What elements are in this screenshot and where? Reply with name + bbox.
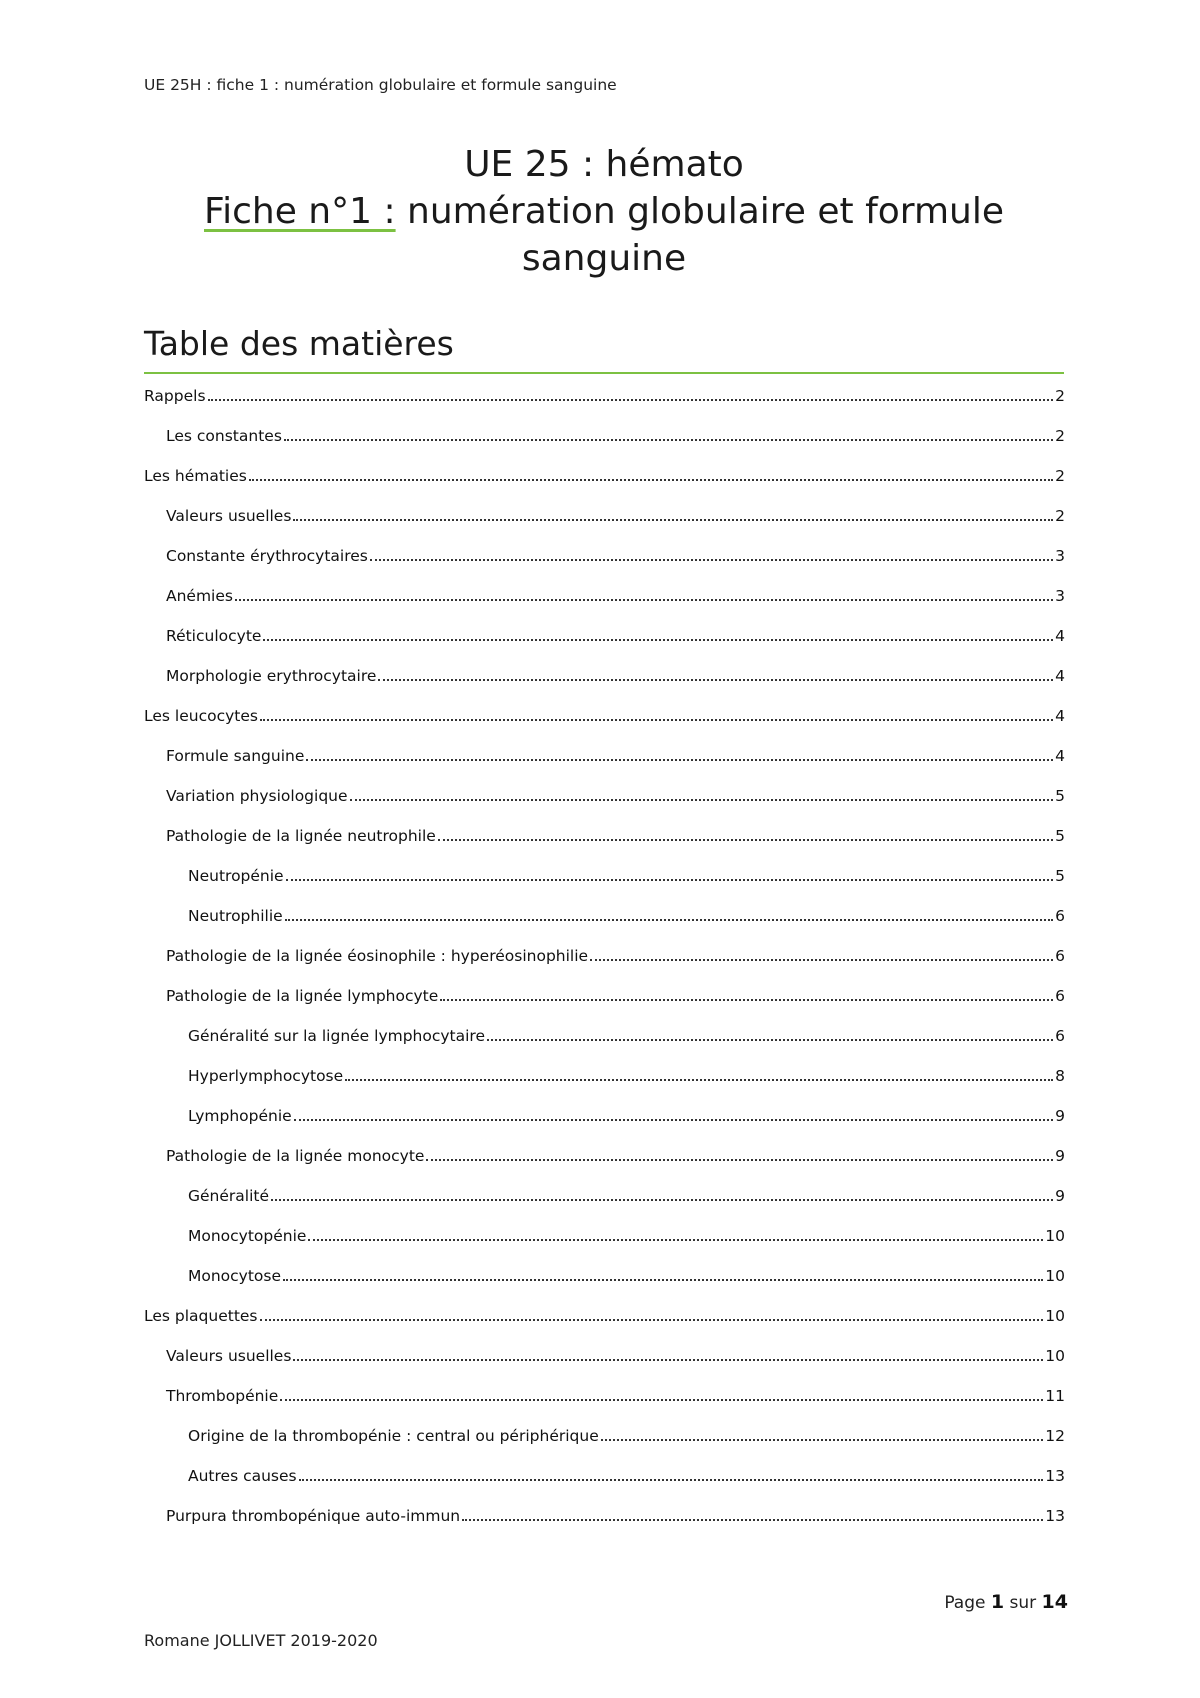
footer-author: Romane JOLLIVET 2019-2020 — [144, 1631, 378, 1650]
toc-entry-page: 10 — [1045, 1347, 1065, 1365]
toc-entry[interactable] — [144, 1145, 1065, 1185]
toc-entry[interactable] — [144, 985, 1065, 1025]
toc-entry-label: Généralité sur la lignée lymphocytaire — [188, 1027, 486, 1045]
toc-dot-leader — [260, 705, 1053, 721]
toc-entry-page: 2 — [1055, 507, 1065, 525]
toc-entry-label: Généralité — [188, 1187, 270, 1205]
toc-entry-label: Neutrophilie — [188, 907, 283, 925]
toc-entry-page: 4 — [1055, 667, 1065, 685]
toc-entry-page: 4 — [1055, 627, 1065, 645]
page-prefix: Page — [944, 1593, 991, 1613]
toc-entry[interactable] — [144, 665, 1065, 705]
toc-entry[interactable] — [144, 385, 1065, 425]
toc-entry[interactable] — [144, 785, 1065, 825]
toc-entry-label: Les plaquettes — [144, 1307, 258, 1325]
toc-entry[interactable] — [144, 745, 1065, 785]
toc-entry-label: Constante érythrocytaires — [166, 547, 368, 565]
toc-entry[interactable] — [144, 1505, 1065, 1545]
toc-dot-leader — [462, 1505, 1043, 1521]
toc-entry-page: 3 — [1055, 587, 1065, 605]
toc-dot-leader — [294, 1105, 1053, 1121]
toc-entry-page: 3 — [1055, 547, 1065, 565]
toc-entry-page: 6 — [1055, 1027, 1065, 1045]
toc-entry-page: 11 — [1045, 1387, 1065, 1405]
toc-entry-label: Variation physiologique — [166, 787, 348, 805]
toc-entry[interactable] — [144, 1105, 1065, 1145]
toc-entry-label: Purpura thrombopénique auto-immun — [166, 1507, 461, 1525]
page-current: 1 — [990, 1591, 1005, 1613]
toc-dot-leader — [280, 1385, 1043, 1401]
toc-entry[interactable] — [144, 1385, 1065, 1425]
page-number — [944, 1591, 1068, 1613]
toc-entry-page: 10 — [1045, 1227, 1065, 1245]
title-line-3: sanguine — [521, 238, 687, 279]
toc-entry-label: Anémies — [166, 587, 233, 605]
page-total: 14 — [1041, 1591, 1068, 1613]
toc-entry-page: 5 — [1055, 827, 1065, 845]
toc-entry-page: 2 — [1055, 387, 1065, 405]
toc-dot-leader — [249, 465, 1053, 481]
toc-dot-leader — [601, 1425, 1044, 1441]
toc-entry-page: 13 — [1045, 1467, 1065, 1485]
toc-entry[interactable] — [144, 1025, 1065, 1065]
toc-entry-label: Hyperlymphocytose — [188, 1067, 344, 1085]
toc-dot-leader — [306, 745, 1053, 761]
toc-entry-page: 6 — [1055, 947, 1065, 965]
toc-entry-label: Les constantes — [166, 427, 282, 445]
toc-dot-leader — [271, 1185, 1053, 1201]
toc-dot-leader — [350, 785, 1053, 801]
toc-entry-label: Neutropénie — [188, 867, 284, 885]
toc-dot-leader — [263, 625, 1053, 641]
toc-entry-label: Rappels — [144, 387, 206, 405]
toc-dot-leader — [345, 1065, 1053, 1081]
toc-dot-leader — [370, 545, 1053, 561]
toc-entry[interactable] — [144, 905, 1065, 945]
toc-dot-leader — [293, 505, 1053, 521]
toc-entry[interactable] — [144, 465, 1065, 505]
toc-entry[interactable] — [144, 505, 1065, 545]
toc-entry-label: Monocytopénie — [188, 1227, 307, 1245]
toc-entry-label: Réticulocyte — [166, 627, 262, 645]
toc-entry-label: Valeurs usuelles — [166, 507, 292, 525]
toc-entry[interactable] — [144, 425, 1065, 465]
title-line-1: UE 25 : hémato — [464, 144, 744, 185]
toc-heading: Table des matières — [144, 322, 1064, 374]
toc-entry-label: Les leucocytes — [144, 707, 258, 725]
toc-entry[interactable] — [144, 1225, 1065, 1265]
toc-entry-label: Pathologie de la lignée monocyte — [166, 1147, 425, 1165]
toc-entry-label: Pathologie de la lignée éosinophile : hyperéosinophilie — [166, 947, 589, 965]
fiche-label: Fiche n°1 : — [204, 191, 396, 232]
toc-entry[interactable] — [144, 865, 1065, 905]
toc-entry[interactable] — [144, 945, 1065, 985]
toc-entry-page: 2 — [1055, 427, 1065, 445]
toc-entry-label: Valeurs usuelles — [166, 1347, 292, 1365]
toc-entry-page: 5 — [1055, 787, 1065, 805]
toc-entry-page: 4 — [1055, 747, 1065, 765]
toc-entry-label: Thrombopénie — [166, 1387, 279, 1405]
toc-entry-page: 6 — [1055, 987, 1065, 1005]
toc-dot-leader — [285, 905, 1053, 921]
toc-entry[interactable] — [144, 625, 1065, 665]
toc-entry-page: 6 — [1055, 907, 1065, 925]
toc-dot-leader — [208, 385, 1053, 401]
toc-entry-page: 4 — [1055, 707, 1065, 725]
running-header: UE 25H : fiche 1 : numération globulaire et formule sanguine — [144, 76, 617, 94]
toc-entry[interactable] — [144, 825, 1065, 865]
toc-dot-leader — [378, 665, 1053, 681]
toc-entry[interactable] — [144, 1265, 1065, 1305]
document-title — [144, 141, 1064, 282]
toc-entry-label: Monocytose — [188, 1267, 282, 1285]
toc-entry-page: 8 — [1055, 1067, 1065, 1085]
toc-entry[interactable] — [144, 545, 1065, 585]
toc-dot-leader — [426, 1145, 1053, 1161]
toc-entry-label: Morphologie erythrocytaire — [166, 667, 377, 685]
toc-entry[interactable] — [144, 705, 1065, 745]
table-of-contents — [144, 385, 1065, 1545]
toc-entry-label: Autres causes — [188, 1467, 297, 1485]
toc-entry-label: Les hématies — [144, 467, 247, 485]
toc-dot-leader — [299, 1465, 1044, 1481]
toc-entry[interactable] — [144, 1425, 1065, 1465]
toc-entry-page: 9 — [1055, 1107, 1065, 1125]
toc-entry-page: 10 — [1045, 1267, 1065, 1285]
toc-entry[interactable] — [144, 1305, 1065, 1345]
toc-entry-label: Pathologie de la lignée lymphocyte — [166, 987, 439, 1005]
toc-dot-leader — [284, 425, 1053, 441]
toc-entry[interactable] — [144, 1065, 1065, 1105]
toc-entry-page: 10 — [1045, 1307, 1065, 1325]
title-line-2-rest: numération globulaire et formule — [395, 191, 1004, 232]
toc-dot-leader — [260, 1305, 1044, 1321]
toc-entry[interactable] — [144, 1345, 1065, 1385]
toc-entry-page: 5 — [1055, 867, 1065, 885]
toc-dot-leader — [293, 1345, 1043, 1361]
toc-entry-page: 9 — [1055, 1187, 1065, 1205]
toc-entry-label: Pathologie de la lignée neutrophile — [166, 827, 436, 845]
toc-entry[interactable] — [144, 1465, 1065, 1505]
toc-dot-leader — [487, 1025, 1053, 1041]
toc-entry-page: 12 — [1045, 1427, 1065, 1445]
toc-dot-leader — [440, 985, 1053, 1001]
title-line-2 — [144, 188, 1064, 235]
toc-dot-leader — [283, 1265, 1043, 1281]
toc-dot-leader — [235, 585, 1053, 601]
toc-dot-leader — [590, 945, 1053, 961]
toc-entry-page: 9 — [1055, 1147, 1065, 1165]
toc-entry-page: 2 — [1055, 467, 1065, 485]
toc-entry-label: Origine de la thrombopénie : central ou périphérique — [188, 1427, 599, 1445]
page-sep: sur — [1004, 1593, 1042, 1613]
toc-dot-leader — [286, 865, 1053, 881]
toc-entry-page: 13 — [1045, 1507, 1065, 1525]
toc-entry-label: Lymphopénie — [188, 1107, 292, 1125]
toc-entry[interactable] — [144, 1185, 1065, 1225]
toc-entry[interactable] — [144, 585, 1065, 625]
toc-entry-label: Formule sanguine — [166, 747, 305, 765]
toc-dot-leader — [308, 1225, 1043, 1241]
toc-dot-leader — [438, 825, 1053, 841]
